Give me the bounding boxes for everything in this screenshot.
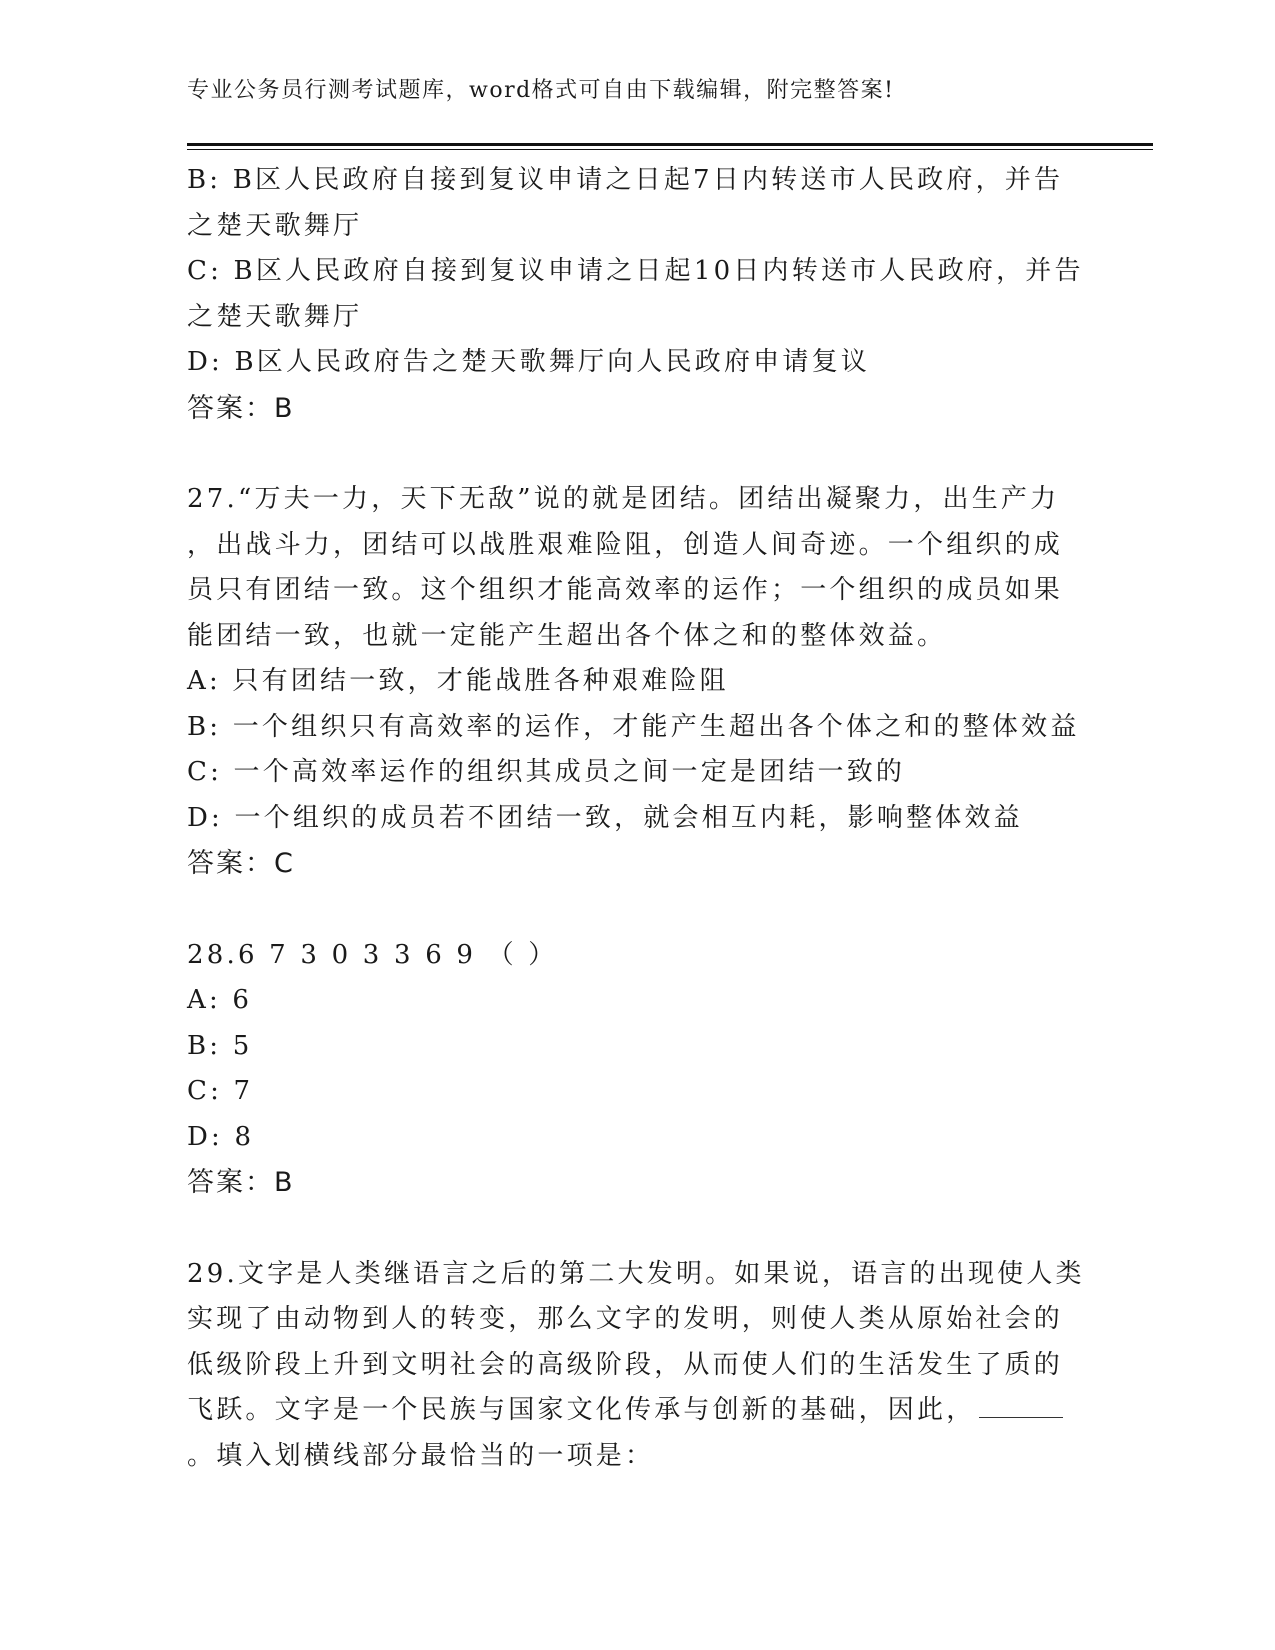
question-27-stem <box>187 477 1087 659</box>
spacer <box>187 887 1087 933</box>
option-b: B: 一个组织只有高效率的运作，才能产生超出各个体之和的整体效益 <box>187 711 1080 742</box>
option-line: B: B区人民政府自接到复议申请之日起7日内转送市人民政府，并告 <box>187 165 1064 195</box>
stem-line-with-blank <box>187 1388 1087 1434</box>
option-line: 之楚天歌舞厅 <box>187 301 363 332</box>
question-27-options <box>187 659 1087 841</box>
stem-line: ，出战斗力，团结可以战胜艰难险阻，创造人间奇迹。一个组织的成 <box>187 529 1064 560</box>
option-line: D: B区人民政府告之楚天歌舞厅向人民政府申请复议 <box>187 347 870 377</box>
stem-text: 飞跃。文字是一个民族与国家文化传承与创新的基础，因此， <box>187 1395 976 1425</box>
question-28-answer: 答案：B <box>187 1167 295 1198</box>
fill-blank-line <box>979 1391 1063 1418</box>
question-27-answer: 答案：C <box>187 848 295 879</box>
stem-line: 29.文字是人类继语言之后的第二大发明。如果说，语言的出现使人类 <box>187 1258 1085 1289</box>
option-d: D: 8 <box>187 1121 255 1152</box>
question-29-stem <box>187 1252 1087 1480</box>
question-28-stem: 28.6 7 3 0 3 3 6 9 （ ） <box>187 939 558 970</box>
page-header: 专业公务员行测考试题库，word格式可自由下载编辑，附完整答案! <box>187 78 895 103</box>
option-line: 之楚天歌舞厅 <box>187 210 363 241</box>
header-rule-thin <box>187 149 1153 150</box>
stem-line: 。填入划横线部分最恰当的一项是： <box>187 1440 655 1471</box>
question-26-answer: 答案：B <box>187 392 295 424</box>
spacer <box>187 431 1087 477</box>
document-body <box>187 158 1087 1479</box>
question-28-options <box>187 978 1087 1160</box>
option-a: A: 只有团结一致，才能战胜各种艰难险阻 <box>187 666 729 696</box>
option-d: D: 一个组织的成员若不团结一致，就会相互内耗，影响整体效益 <box>187 802 1023 833</box>
header-rule-thick <box>187 143 1153 146</box>
stem-line: 员只有团结一致。这个组织才能高效率的运作；一个组织的成员如果 <box>187 575 1064 605</box>
stem-line: 低级阶段上升到文明社会的高级阶段，从而使人们的生活发生了质的 <box>187 1349 1064 1380</box>
option-b: B: 5 <box>187 1030 253 1061</box>
question-26-options <box>187 158 1087 386</box>
option-line: C: B区人民政府自接到复议申请之日起10日内转送市人民政府，并告 <box>187 256 1084 286</box>
stem-line: 能团结一致，也就一定能产生超出各个体之和的整体效益。 <box>187 620 947 651</box>
stem-line: 27.“万夫一力，天下无敌”说的就是团结。团结出凝聚力，出生产力 <box>187 484 1060 514</box>
stem-line: 实现了由动物到人的转变，那么文字的发明，则使人类从原始社会的 <box>187 1304 1064 1334</box>
option-c: C: 一个高效率运作的组织其成员之间一定是团结一致的 <box>187 757 906 787</box>
spacer <box>187 1206 1087 1252</box>
option-c: C: 7 <box>187 1076 254 1106</box>
option-a: A: 6 <box>187 985 253 1015</box>
